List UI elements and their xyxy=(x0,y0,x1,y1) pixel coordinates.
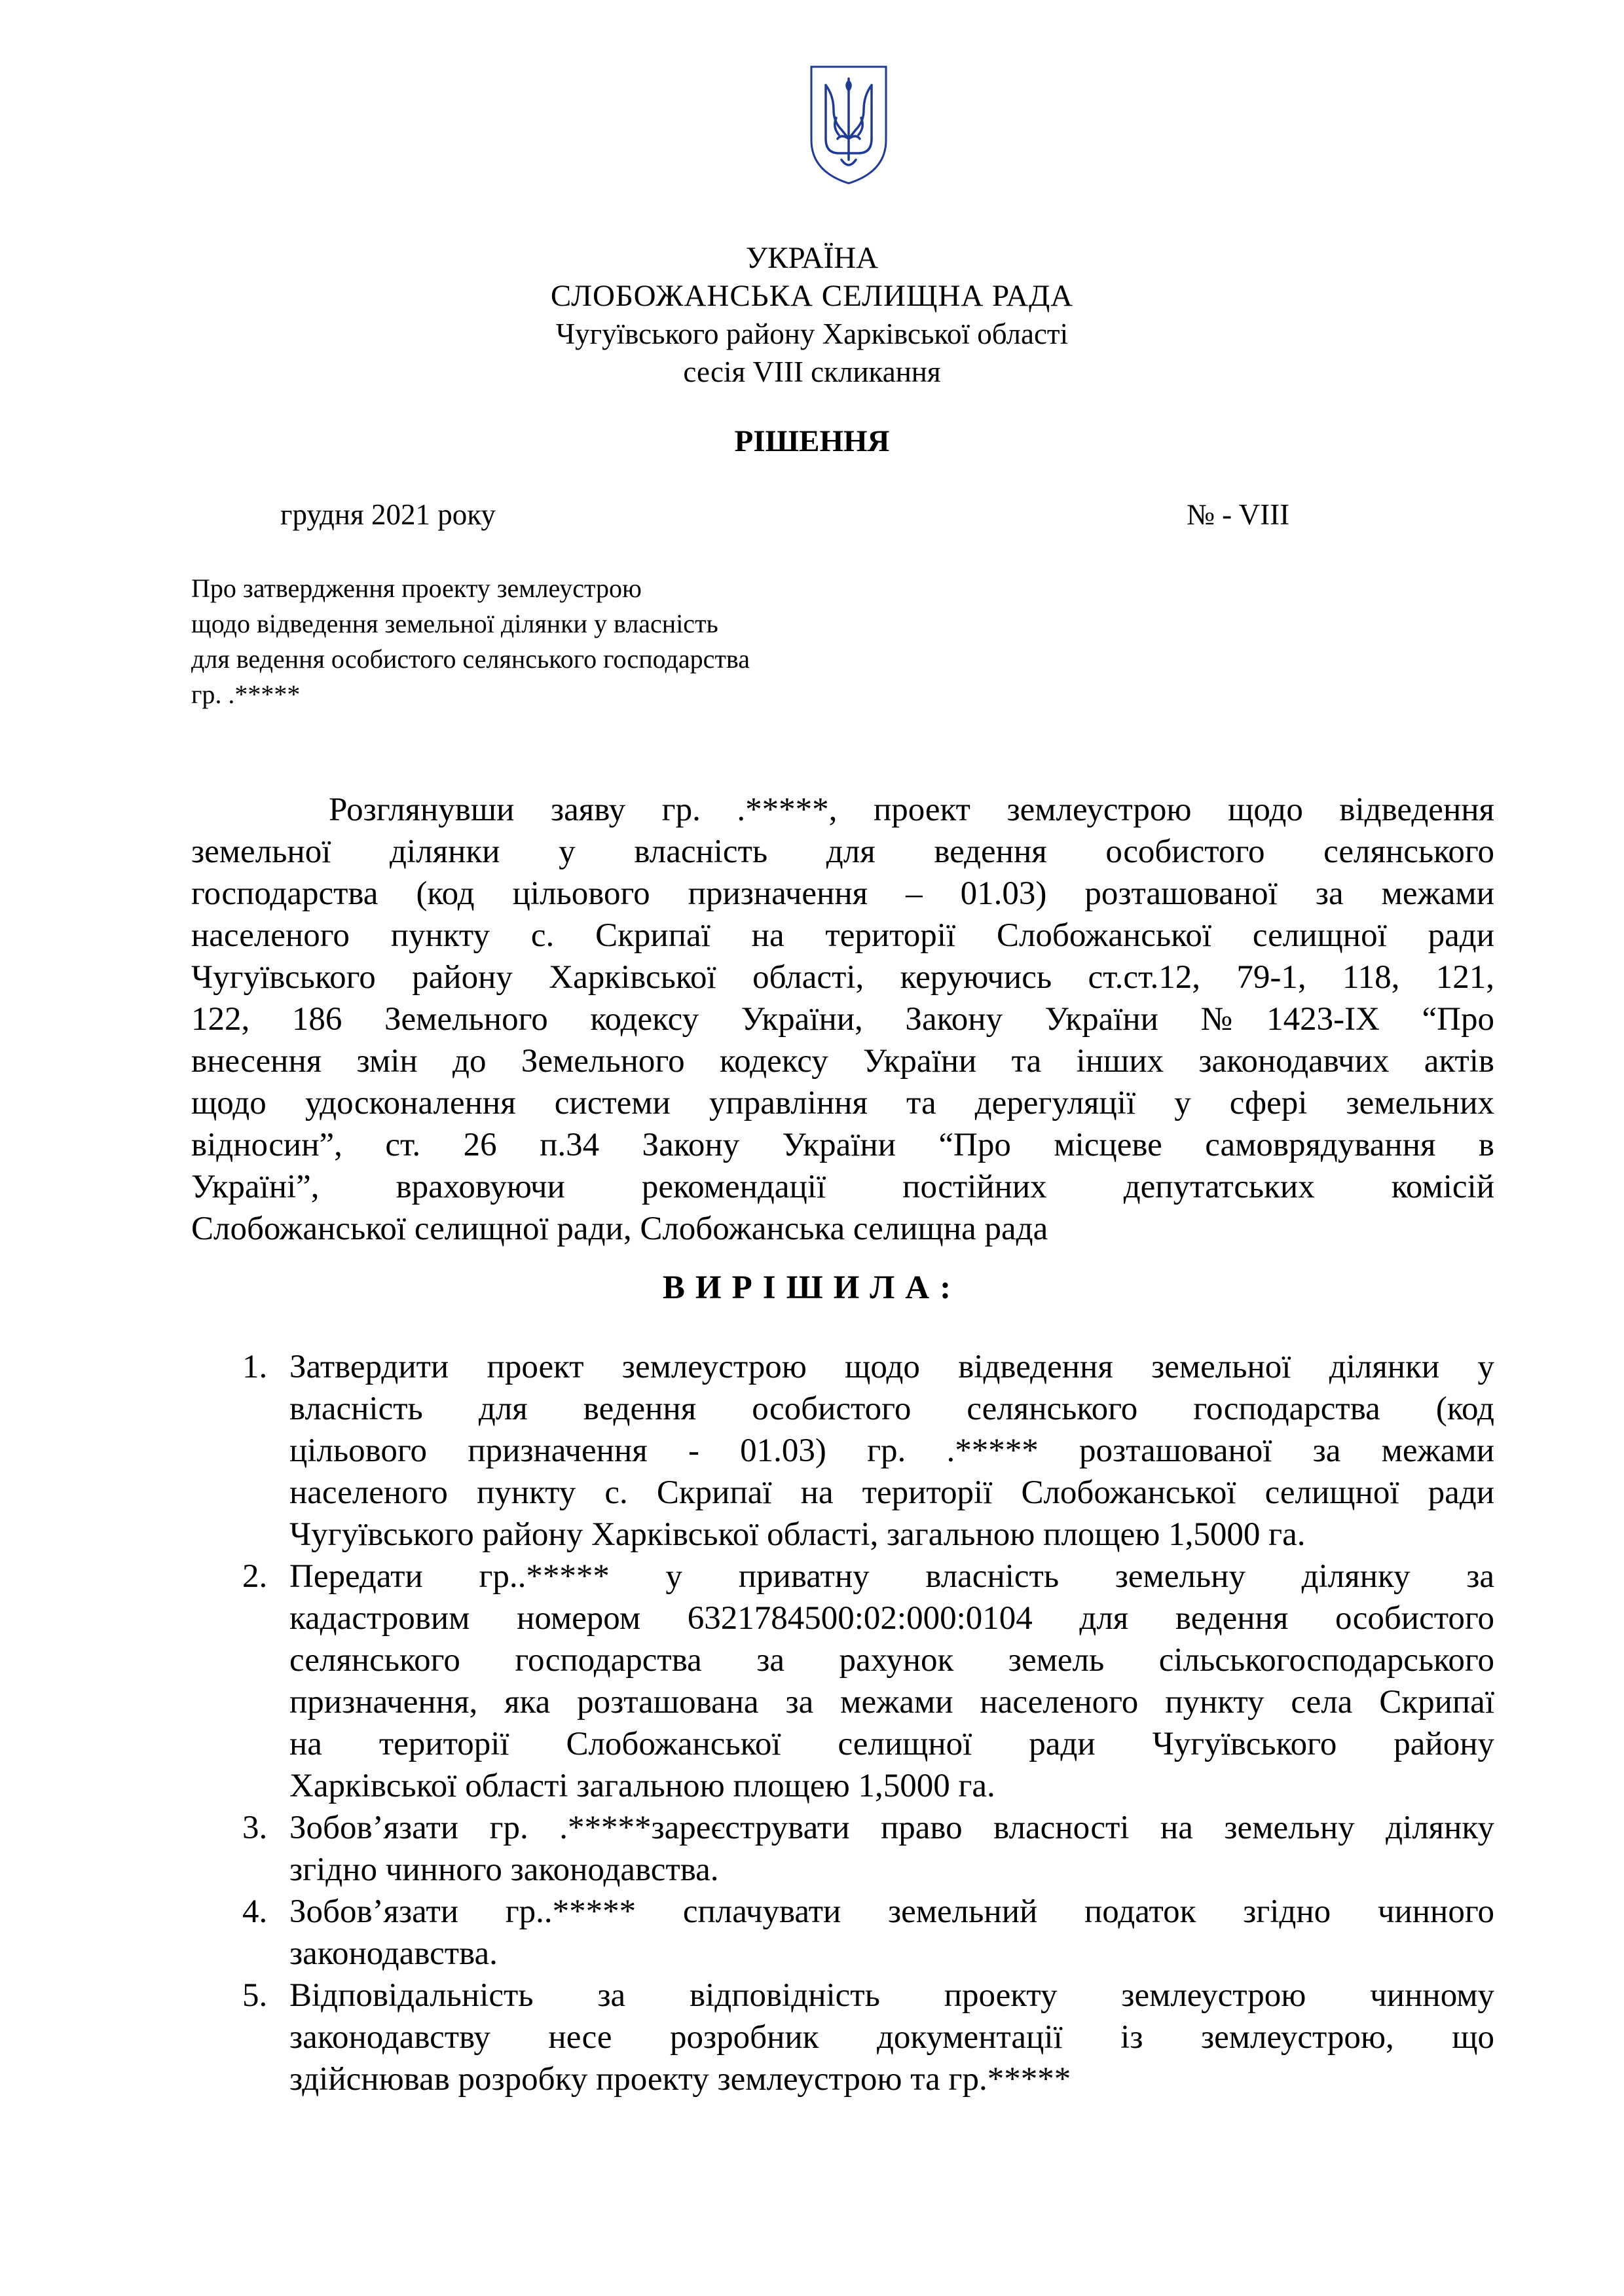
decision-subject xyxy=(191,571,750,712)
item-number: 2. xyxy=(242,1558,268,1595)
preamble-line: населеного пункту с. Скрипаї на території Слобожанської селищної ради xyxy=(191,917,1494,954)
country-name: УКРАЇНА xyxy=(745,241,879,275)
subject-line: гр. .***** xyxy=(191,680,301,709)
item-line: Харківської області загальною площею 1,5000 га. xyxy=(289,1768,995,1804)
preamble-line: щодо удосконалення системи управління та дерегуляції у сфері земельних xyxy=(191,1085,1494,1121)
item-line: на території Слобожанської селищної ради Чугуївського району xyxy=(289,1726,1494,1762)
item-number: 4. xyxy=(242,1893,268,1930)
preamble-paragraph xyxy=(191,789,1494,1250)
subject-line: щодо відведення земельної ділянки у власність xyxy=(191,609,718,638)
item-line: законодавству несе розробник документації із землеустрою, що xyxy=(289,2019,1494,2056)
item-line: здійснював розробку проекту землеустрою та гр.***** xyxy=(289,2061,1071,2098)
preamble-line: відносин”, ст. 26 п.34 Закону України “Про місцеве самоврядування в xyxy=(191,1127,1494,1163)
list-item xyxy=(191,1807,1494,1891)
district-region: Чугуївського району Харківської області xyxy=(555,318,1069,350)
decision-items-list xyxy=(191,1346,1494,2100)
resolved-heading: ВИРІШИЛА: xyxy=(662,1269,962,1306)
ukraine-trident-coat-of-arms-icon xyxy=(807,62,890,187)
preamble-line: Україні”, враховуючи рекомендації постійних депутатських комісій xyxy=(191,1169,1494,1205)
item-line: селянського господарства за рахунок земель сільськогосподарського xyxy=(289,1642,1494,1679)
list-item xyxy=(191,1556,1494,1807)
preamble-line: земельної ділянки у власність для ведення особистого селянського xyxy=(191,833,1494,870)
item-line: законодавства. xyxy=(289,1935,498,1972)
item-line: Затвердити проект землеустрою щодо відведення земельної ділянки у xyxy=(289,1349,1494,1385)
document-header xyxy=(0,239,1624,391)
list-item xyxy=(191,1346,1494,1556)
preamble-line: Слобожанської селищної ради, Слобожанська селищна рада xyxy=(191,1211,1048,1247)
item-line: власність для ведення особистого селянського господарства (код xyxy=(289,1391,1494,1427)
item-number: 3. xyxy=(242,1810,268,1846)
preamble-line: Розглянувши заяву гр. .*****, проект землеустрою щодо відведення xyxy=(329,792,1494,828)
item-line: кадастровим номером 6321784500:02:000:0104 для ведення особистого xyxy=(289,1600,1494,1637)
preamble-line: 122, 186 Земельного кодексу України, Закону України №1423-IX “Про xyxy=(191,1001,1494,1038)
subject-line: для ведення особистого селянського господарства xyxy=(191,644,750,674)
item-line: Зобов’язати гр. .*****зареєструвати право власності на земельну ділянку xyxy=(289,1810,1494,1846)
item-line: призначення, яка розташована за межами населеного пункту села Скрипаї xyxy=(289,1684,1494,1721)
list-item xyxy=(191,1975,1494,2100)
decision-date: грудня 2021 року xyxy=(280,498,496,531)
item-line: цільового призначення - 01.03) гр. .***** розташованої за межами xyxy=(289,1432,1494,1469)
item-line: населеного пункту с. Скрипаї на території Слобожанської селищної ради xyxy=(289,1474,1494,1511)
item-number: 1. xyxy=(242,1349,268,1385)
council-name: СЛОБОЖАНСЬКА СЕЛИЩНА РАДА xyxy=(550,279,1074,313)
preamble-line: Чугуївського району Харківської області, керуючись ст.ст.12, 79-1, 118, 121, xyxy=(191,959,1494,996)
decision-number: № - VIII xyxy=(1187,498,1290,531)
subject-line: Про затвердження проекту землеустрою xyxy=(191,574,642,603)
list-item xyxy=(191,1891,1494,1975)
item-number: 5. xyxy=(242,1977,268,2014)
item-line: згідно чинного законодавства. xyxy=(289,1851,719,1888)
preamble-line: внесення змін до Земельного кодексу України та інших законодавчих актів xyxy=(191,1043,1494,1080)
item-line: Зобов’язати гр..***** сплачувати земельний податок згідно чинного xyxy=(289,1893,1494,1930)
session-convocation: сесія VIII скликання xyxy=(683,355,941,388)
item-line: Відповідальність за відповідність проекту землеустрою чинному xyxy=(289,1977,1494,2014)
decision-title: РІШЕННЯ xyxy=(734,424,890,458)
item-line: Передати гр..***** у приватну власність земельну ділянку за xyxy=(289,1558,1494,1595)
preamble-line: господарства (код цільового призначення – 01.03) розташованої за межами xyxy=(191,875,1494,912)
item-line: Чугуївського району Харківської області, загальною площею 1,5000 га. xyxy=(289,1516,1306,1553)
